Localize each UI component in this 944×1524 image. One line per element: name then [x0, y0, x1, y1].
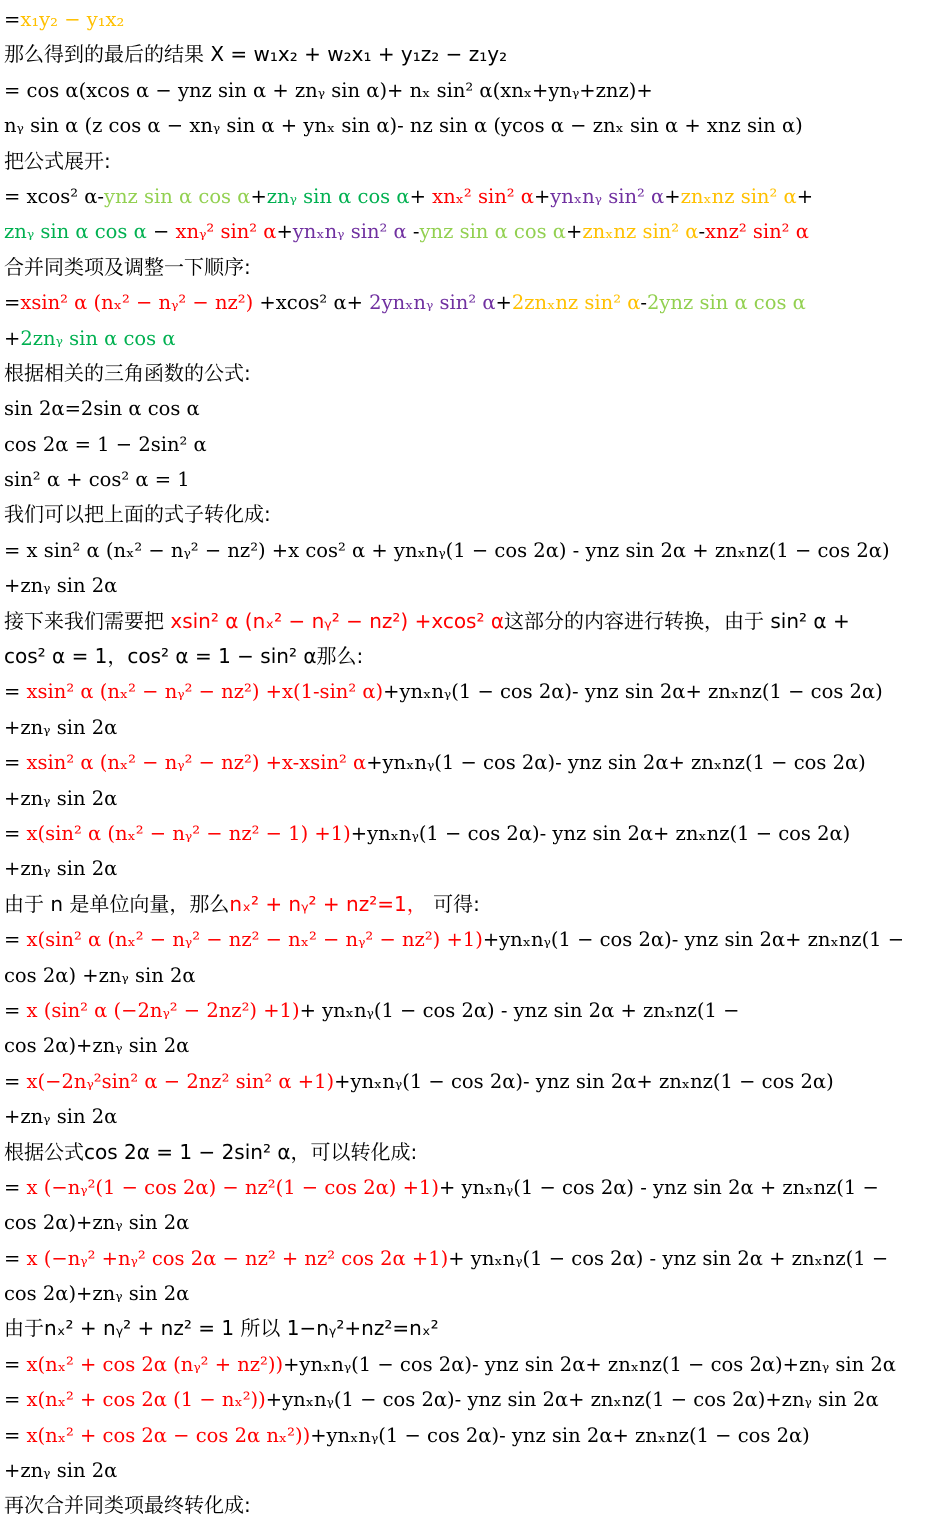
- text-line: [4, 37, 940, 72]
- formula-segment: = xcos² α-: [4, 184, 104, 208]
- formula-segment: =: [4, 291, 21, 315]
- formula-line: [4, 1418, 940, 1453]
- formula-segment: +: [250, 184, 267, 208]
- formula-segment: znᵧ sin α cos α: [266, 184, 410, 208]
- formula-segment: x(nₓ² + cos 2α (1 − nₓ²)): [26, 1388, 266, 1412]
- formula-segment: cos 2α)+znᵧ sin 2α: [4, 1034, 190, 1058]
- formula-segment: x(sin² α (nₓ² − nᵧ² − nz² − nₓ² − nᵧ² − nz²) +1): [26, 928, 483, 952]
- formula-line: [4, 922, 940, 957]
- formula-line: [4, 1382, 940, 1417]
- formula-segment: =: [4, 1246, 27, 1270]
- formula-line: [4, 1205, 940, 1240]
- formula-line: [4, 179, 940, 214]
- formula-segment: xsin² α (nₓ² − nᵧ² − nz²) +xcos² α: [170, 608, 505, 633]
- formula-segment: x (sin² α (−2nᵧ² − 2nz²) +1): [26, 998, 300, 1022]
- formula-segment: −: [146, 220, 176, 244]
- formula-line: [4, 781, 940, 816]
- formula-segment: +ynₓnᵧ(1 − cos 2α)- ynz sin 2α+ znₓnz(1 − cos 2α): [383, 680, 883, 704]
- text-line: [4, 250, 940, 285]
- formula-segment: xnₓ² sin² α: [432, 184, 534, 208]
- formula-segment: +: [796, 184, 814, 208]
- formula-segment: 由于nₓ² + nᵧ² + nz² = 1 所以 1−nᵧ²+nz²=nₓ²: [4, 1316, 439, 1341]
- formula-segment: +: [533, 184, 551, 208]
- formula-line: [4, 2, 940, 37]
- text-line: [4, 887, 940, 922]
- formula-segment: 我们可以把上面的式子转化成:: [4, 502, 271, 527]
- formula-line: [4, 1347, 940, 1382]
- formula-segment: 可得:: [426, 891, 480, 916]
- formula-segment: 接下来我们需要把: [4, 608, 171, 633]
- formula-line: [4, 1453, 940, 1488]
- formula-segment: znₓnz sin² α: [582, 220, 699, 244]
- formula-line: [4, 958, 940, 993]
- formula-segment: x (−nᵧ² +nᵧ² cos 2α − nz² + nz² cos 2α +1): [26, 1246, 449, 1270]
- formula-segment: nᵧ sin α (z cos α − xnᵧ sin α + ynₓ sin α)- nz sin α (ycos α − znₓ sin α + xnz sin α): [4, 114, 803, 138]
- formula-line: [4, 533, 940, 568]
- formula-line: [4, 285, 940, 320]
- formula-segment: +znᵧ sin 2α: [4, 715, 118, 739]
- formula-line: [4, 321, 940, 356]
- formula-segment: cos 2α) +znᵧ sin 2α: [4, 963, 196, 987]
- formula-segment: 根据相关的三角函数的公式:: [4, 360, 251, 385]
- formula-segment: +ynₓnᵧ(1 − cos 2α)- ynz sin 2α+ znₓnz(1 − cos 2α): [366, 751, 866, 775]
- formula-segment: 2znᵧ sin α cos α: [20, 326, 176, 350]
- formula-segment: ynₓnᵧ sin² α: [550, 184, 665, 208]
- formula-segment: cos² α = 1，cos² α = 1 − sin² α那么:: [4, 644, 364, 669]
- formula-segment: =: [4, 1388, 27, 1412]
- formula-segment: +: [565, 220, 583, 244]
- formula-segment: xnz² sin² α: [705, 220, 809, 244]
- formula-segment: =: [4, 8, 21, 31]
- text-line: [4, 497, 940, 532]
- formula-segment: =: [4, 680, 27, 704]
- formula-segment: +: [664, 184, 681, 208]
- formula-segment: =: [4, 1352, 27, 1376]
- formula-line: [4, 710, 940, 745]
- text-line: [4, 1488, 940, 1523]
- formula-line: [4, 1028, 940, 1063]
- formula-segment: +: [495, 291, 512, 315]
- formula-segment: + ynₓnᵧ(1 − cos 2α) - ynz sin 2α + znₓnz(1 −: [299, 998, 740, 1022]
- formula-segment: cos 2α = 1 − 2sin² α: [4, 432, 207, 456]
- formula-segment: x(nₓ² + cos 2α − cos 2α nₓ²)): [26, 1423, 311, 1447]
- formula-segment: znₓnz sin² α: [680, 184, 797, 208]
- formula-line: [4, 851, 940, 886]
- formula-line: [4, 1241, 940, 1276]
- formula-segment: +znᵧ sin 2α: [4, 574, 118, 598]
- formula-segment: x(sin² α (nₓ² − nᵧ² − nz² − 1) +1): [26, 821, 351, 845]
- formula-segment: 把公式展开:: [4, 148, 111, 173]
- formula-segment: + ynₓnᵧ(1 − cos 2α) - ynz sin 2α + znₓnz(1 −: [438, 1175, 879, 1199]
- formula-segment: xsin² α (nₓ² − nᵧ² − nz²): [20, 291, 254, 315]
- formula-line: [4, 1276, 940, 1311]
- formula-line: [4, 427, 940, 462]
- formula-line: [4, 391, 940, 426]
- formula-line: [4, 1170, 940, 1205]
- formula-line: [4, 214, 940, 249]
- formula-segment: =: [4, 821, 27, 845]
- text-line: [4, 356, 940, 391]
- formula-segment: 那么得到的最后的结果 X = w₁x₂ + w₂x₁ + y₁z₂ − z₁y₂: [4, 42, 508, 67]
- formula-segment: = x sin² α (nₓ² − nᵧ² − nz²) +x cos² α + ynₓnᵧ(1 − cos 2α) - ynz sin 2α + znₓnz(1 − cos 2α): [4, 538, 890, 562]
- text-line: [4, 1311, 940, 1346]
- formula-segment: + ynₓnᵧ(1 − cos 2α) - ynz sin 2α + znₓnz(1 −: [448, 1246, 889, 1270]
- formula-segment: -: [406, 220, 420, 244]
- formula-segment: 合并同类项及调整一下顺序:: [4, 254, 251, 279]
- formula-segment: -: [698, 220, 706, 244]
- text-line: [4, 144, 940, 179]
- formula-segment: =: [4, 1423, 27, 1447]
- formula-segment: =: [4, 1175, 27, 1199]
- formula-line: [4, 568, 940, 603]
- formula-segment: x(nₓ² + cos 2α (nᵧ² + nz²)): [26, 1352, 284, 1376]
- formula-segment: cos 2α)+znᵧ sin 2α: [4, 1211, 190, 1235]
- formula-line: [4, 1064, 940, 1099]
- formula-line: [4, 462, 940, 497]
- formula-segment: +ynₓnᵧ(1 − cos 2α)- ynz sin 2α+ znₓnz(1 − cos 2α)+znᵧ sin 2α: [265, 1388, 879, 1412]
- formula-segment: =: [4, 751, 27, 775]
- formula-line: [4, 73, 940, 108]
- formula-segment: +znᵧ sin 2α: [4, 1459, 118, 1483]
- formula-segment: ynz sin α cos α: [419, 220, 566, 244]
- formula-segment: ynₓnᵧ sin² α: [292, 220, 407, 244]
- text-line: [4, 604, 940, 639]
- formula-segment: +ynₓnᵧ(1 − cos 2α)- ynz sin 2α+ znₓnz(1 − cos 2α): [310, 1423, 810, 1447]
- formula-segment: xsin² α (nₓ² − nᵧ² − nz²) +x(1-sin² α): [26, 680, 384, 704]
- formula-segment: +xcos² α+: [253, 291, 370, 315]
- formula-segment: =: [4, 998, 27, 1022]
- formula-segment: 2ynₓnᵧ sin² α: [369, 291, 496, 315]
- formula-segment: 根据公式cos 2α = 1 − 2sin² α，可以转化成:: [4, 1139, 418, 1164]
- formula-segment: +: [4, 326, 21, 350]
- formula-segment: +: [276, 220, 293, 244]
- formula-segment: x (−nᵧ²(1 − cos 2α) − nz²(1 − cos 2α) +1): [26, 1175, 439, 1199]
- formula-segment: x₁y₂ − y₁x₂: [20, 8, 125, 31]
- formula-line: [4, 108, 940, 143]
- text-line: [4, 1135, 940, 1170]
- formula-line: [4, 993, 940, 1028]
- formula-segment: =: [4, 1069, 27, 1093]
- formula-segment: 再次合并同类项最终转化成:: [4, 1493, 251, 1518]
- formula-segment: 这部分的内容进行转换，由于 sin² α +: [504, 608, 850, 633]
- formula-segment: +: [409, 184, 433, 208]
- formula-segment: 2ynz sin α cos α: [646, 291, 806, 315]
- formula-segment: +ynₓnᵧ(1 − cos 2α)- ynz sin 2α+ znₓnz(1 − cos 2α)+znᵧ sin 2α: [283, 1352, 896, 1376]
- formula-segment: +ynₓnᵧ(1 − cos 2α)- ynz sin 2α+ znₓnz(1 − cos 2α): [334, 1069, 834, 1093]
- formula-segment: cos 2α)+znᵧ sin 2α: [4, 1282, 190, 1306]
- formula-segment: sin 2α=2sin α cos α: [4, 397, 200, 421]
- formula-segment: x(−2nᵧ²sin² α − 2nz² sin² α +1): [26, 1069, 335, 1093]
- text-line: [4, 639, 940, 674]
- formula-line: [4, 745, 940, 780]
- formula-segment: nₓ² + nᵧ² + nz²=1，: [229, 891, 427, 916]
- formula-segment: =: [4, 928, 27, 952]
- formula-segment: znᵧ sin α cos α: [4, 220, 147, 244]
- formula-segment: +ynₓnᵧ(1 − cos 2α)- ynz sin 2α+ znₓnz(1 − cos 2α): [350, 821, 851, 845]
- formula-segment: 2znₓnz sin² α: [511, 291, 641, 315]
- formula-segment: +ynₓnᵧ(1 − cos 2α)- ynz sin 2α+ znₓnz(1 −: [482, 928, 905, 952]
- formula-segment: -: [640, 291, 647, 315]
- formula-segment: +znᵧ sin 2α: [4, 786, 118, 810]
- formula-segment: +znᵧ sin 2α: [4, 857, 118, 881]
- formula-segment: sin² α + cos² α = 1: [4, 468, 190, 492]
- formula-line: [4, 674, 940, 709]
- formula-segment: +znᵧ sin 2α: [4, 1105, 118, 1129]
- formula-segment: xnᵧ² sin² α: [175, 220, 277, 244]
- formula-line: [4, 816, 940, 851]
- formula-segment: 由于 n 是单位向量，那么: [4, 891, 230, 916]
- formula-line: [4, 1099, 940, 1134]
- formula-segment: xsin² α (nₓ² − nᵧ² − nz²) +x-xsin² α: [26, 751, 367, 775]
- formula-segment: = cos α(xcos α − ynz sin α + znᵧ sin α)+ nₓ sin² α(xnₓ+ynᵧ+znz)+: [4, 78, 653, 102]
- formula-segment: ynz sin α cos α: [103, 184, 251, 208]
